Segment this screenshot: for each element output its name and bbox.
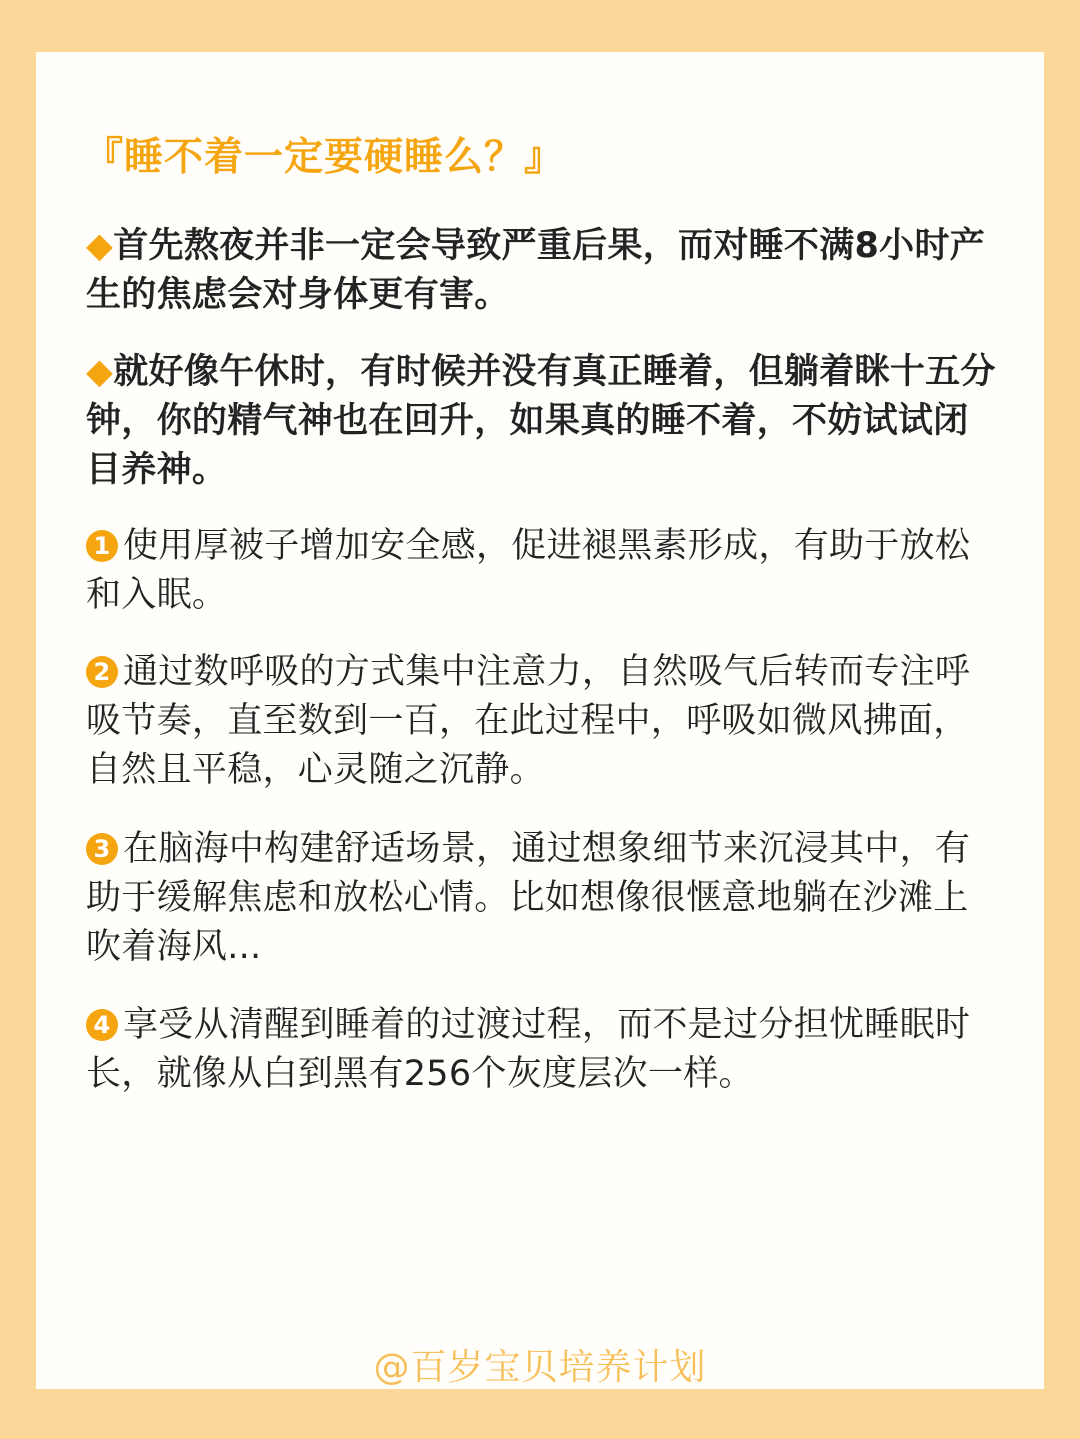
tip-text: 在脑海中构建舒适场景，通过想象细节来沉浸其中，有助于缓解焦虑和放松心情。比如想像很惬意地躺在沙滩上吹着海风... — [86, 829, 971, 967]
circled-number-one-icon: 1 — [86, 530, 118, 562]
tip-item-2 — [86, 648, 1001, 795]
tip-item-1 — [86, 522, 1001, 620]
tip-item-4 — [86, 1001, 1001, 1099]
tip-text: 享受从清醒到睡着的过渡过程，而不是过分担忧睡眠时长，就像从白到黑有256个灰度层次一样。 — [86, 1005, 971, 1094]
diamond-bullet-icon: ◆ — [86, 352, 114, 392]
circled-number-three-icon: 3 — [86, 833, 118, 865]
author-signature: @百岁宝贝培养计划 — [373, 1347, 707, 1388]
diamond-bullet-icon: ◆ — [86, 226, 114, 266]
intro-text: 就好像午休时，有时候并没有真正睡着，但躺着眯十五分钟，你的精气神也在回升，如果真的睡不着，不妨试试闭目养神。 — [86, 352, 996, 490]
intro-text: 首先熬夜并非一定会导致严重后果，而对睡不满8小时产生的焦虑会对身体更有害。 — [86, 226, 986, 315]
intro-paragraph-2 — [86, 348, 1001, 495]
page-title: 『睡不着一定要硬睡么？』 — [84, 135, 565, 180]
circled-number-two-icon: 2 — [86, 656, 118, 688]
content-card — [36, 52, 1044, 1389]
intro-paragraph-1 — [86, 222, 1001, 320]
tip-text: 通过数呼吸的方式集中注意力，自然吸气后转而专注呼吸节奏，直至数到一百，在此过程中，呼吸如微风拂面，自然且平稳，心灵随之沉静。 — [86, 652, 971, 790]
tip-text: 使用厚被子增加安全感，促进褪黑素形成，有助于放松和入眠。 — [86, 526, 971, 615]
circled-number-four-icon: 4 — [86, 1009, 118, 1041]
tip-item-3 — [86, 825, 1001, 972]
